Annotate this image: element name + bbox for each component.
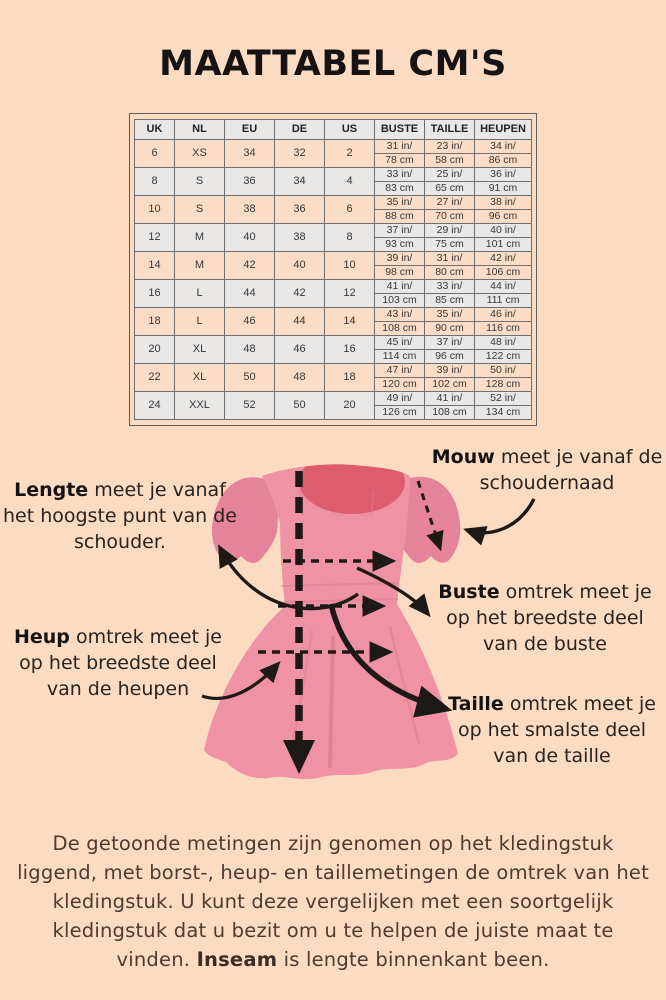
measure-cm-cell: 98 cm xyxy=(375,266,425,280)
measure-in-cell: 31 in/ xyxy=(375,140,425,154)
measure-cm-cell: 75 cm xyxy=(425,238,475,252)
measure-cm-cell: 91 cm xyxy=(475,182,532,196)
measure-in-cell: 42 in/ xyxy=(475,252,532,266)
size-cell: 22 xyxy=(135,364,175,392)
size-cell: XL xyxy=(175,364,225,392)
taille-text: omtrek meet je op het smalste deel van de taille xyxy=(457,693,656,768)
column-header: US xyxy=(325,120,375,140)
column-header: HEUPEN xyxy=(475,120,532,140)
size-cell: 14 xyxy=(135,252,175,280)
size-cell: 32 xyxy=(275,140,325,168)
measure-cm-cell: 70 cm xyxy=(425,210,475,224)
size-table-header-row xyxy=(135,120,532,140)
measure-in-cell: 41 in/ xyxy=(425,392,475,406)
measure-cm-cell: 126 cm xyxy=(375,406,425,420)
measure-in-cell: 48 in/ xyxy=(475,336,532,350)
measure-in-cell: 41 in/ xyxy=(375,280,425,294)
size-cell: 40 xyxy=(225,224,275,252)
size-cell: 52 xyxy=(225,392,275,420)
measure-cm-cell: 93 cm xyxy=(375,238,425,252)
size-cell: 34 xyxy=(225,140,275,168)
size-cell: 48 xyxy=(275,364,325,392)
heup-text: omtrek meet je op het breedste deel van de heupen xyxy=(19,626,222,701)
heup-label: Heup xyxy=(13,626,70,648)
size-cell: 46 xyxy=(225,308,275,336)
mouw-note xyxy=(430,444,664,496)
measure-cm-cell: 90 cm xyxy=(425,322,475,336)
measure-cm-cell: 101 cm xyxy=(475,238,532,252)
measure-cm-cell: 86 cm xyxy=(475,154,532,168)
size-cell: 8 xyxy=(325,224,375,252)
taille-note xyxy=(438,691,666,770)
measure-in-cell: 38 in/ xyxy=(475,196,532,210)
measure-cm-cell: 102 cm xyxy=(425,378,475,392)
measure-cm-cell: 106 cm xyxy=(475,266,532,280)
lengte-note xyxy=(2,477,238,556)
size-cell: 44 xyxy=(275,308,325,336)
measure-cm-cell: 88 cm xyxy=(375,210,425,224)
size-cell: 42 xyxy=(275,280,325,308)
size-cell: 12 xyxy=(325,280,375,308)
size-cell: 46 xyxy=(275,336,325,364)
measure-in-cell: 33 in/ xyxy=(425,280,475,294)
table-row xyxy=(135,140,532,154)
size-cell: 40 xyxy=(275,252,325,280)
size-cell: 2 xyxy=(325,140,375,168)
measure-in-cell: 35 in/ xyxy=(425,308,475,322)
measure-cm-cell: 120 cm xyxy=(375,378,425,392)
size-cell: 18 xyxy=(135,308,175,336)
size-cell: 10 xyxy=(135,196,175,224)
measure-in-cell: 35 in/ xyxy=(375,196,425,210)
measurement-diagram xyxy=(0,428,666,813)
measure-cm-cell: 111 cm xyxy=(475,294,532,308)
size-cell: 48 xyxy=(225,336,275,364)
measure-in-cell: 39 in/ xyxy=(425,364,475,378)
measure-cm-cell: 103 cm xyxy=(375,294,425,308)
measure-cm-cell: 114 cm xyxy=(375,350,425,364)
measure-cm-cell: 80 cm xyxy=(425,266,475,280)
size-table xyxy=(134,119,532,420)
measure-cm-cell: 78 cm xyxy=(375,154,425,168)
lengte-label: Lengte xyxy=(14,479,89,501)
measure-in-cell: 29 in/ xyxy=(425,224,475,238)
neckline xyxy=(299,450,405,514)
footer-inseam-label: Inseam xyxy=(196,948,278,972)
measurement-explanation xyxy=(17,829,649,974)
measure-cm-cell: 85 cm xyxy=(425,294,475,308)
measure-cm-cell: 122 cm xyxy=(475,350,532,364)
measure-in-cell: 43 in/ xyxy=(375,308,425,322)
measure-cm-cell: 128 cm xyxy=(475,378,532,392)
measure-cm-cell: 108 cm xyxy=(425,406,475,420)
size-cell: 12 xyxy=(135,224,175,252)
measure-in-cell: 46 in/ xyxy=(475,308,532,322)
measure-cm-cell: 108 cm xyxy=(375,322,425,336)
column-header: TAILLE xyxy=(425,120,475,140)
size-cell: 4 xyxy=(325,168,375,196)
size-cell: 8 xyxy=(135,168,175,196)
table-row xyxy=(135,364,532,378)
size-cell: 20 xyxy=(325,392,375,420)
table-row xyxy=(135,336,532,350)
table-row xyxy=(135,308,532,322)
size-cell: 16 xyxy=(135,280,175,308)
measure-in-cell: 49 in/ xyxy=(375,392,425,406)
column-header: UK xyxy=(135,120,175,140)
size-cell: S xyxy=(175,196,225,224)
measure-in-cell: 23 in/ xyxy=(425,140,475,154)
measure-in-cell: 25 in/ xyxy=(425,168,475,182)
size-cell: 34 xyxy=(275,168,325,196)
mouw-text: meet je vanaf de schoudernaad xyxy=(479,446,663,495)
column-header: BUSTE xyxy=(375,120,425,140)
size-cell: 14 xyxy=(325,308,375,336)
size-cell: 42 xyxy=(225,252,275,280)
measure-in-cell: 27 in/ xyxy=(425,196,475,210)
table-row xyxy=(135,224,532,238)
size-cell: 18 xyxy=(325,364,375,392)
buste-note xyxy=(428,579,662,658)
size-cell: L xyxy=(175,308,225,336)
size-cell: 36 xyxy=(225,168,275,196)
mouw-arrow xyxy=(467,499,534,533)
size-cell: M xyxy=(175,252,225,280)
measure-in-cell: 33 in/ xyxy=(375,168,425,182)
column-header: EU xyxy=(225,120,275,140)
column-header: NL xyxy=(175,120,225,140)
size-table-body xyxy=(135,140,532,420)
size-table-frame xyxy=(129,113,537,426)
measure-in-cell: 39 in/ xyxy=(375,252,425,266)
measure-in-cell: 52 in/ xyxy=(475,392,532,406)
table-row xyxy=(135,392,532,406)
size-cell: 38 xyxy=(275,224,325,252)
column-header: DE xyxy=(275,120,325,140)
measure-in-cell: 40 in/ xyxy=(475,224,532,238)
measure-in-cell: 34 in/ xyxy=(475,140,532,154)
footer-text-before: De getoonde metingen zijn genomen op het kledingstuk liggend, met borst-, heup- en taillemetingen de omtrek van het kledingstuk. U kunt deze vergelijken met een soortgelijk kledingstuk dat u bezit om u te helpen de juiste maat te vinden. xyxy=(17,832,649,972)
size-cell: 24 xyxy=(135,392,175,420)
size-cell: 44 xyxy=(225,280,275,308)
table-row xyxy=(135,196,532,210)
measure-cm-cell: 116 cm xyxy=(475,322,532,336)
measure-in-cell: 47 in/ xyxy=(375,364,425,378)
measure-in-cell: 31 in/ xyxy=(425,252,475,266)
measure-cm-cell: 96 cm xyxy=(475,210,532,224)
size-cell: XS xyxy=(175,140,225,168)
mouw-label: Mouw xyxy=(431,446,495,468)
table-row xyxy=(135,280,532,294)
size-cell: 50 xyxy=(225,364,275,392)
buste-label: Buste xyxy=(438,581,500,603)
measure-cm-cell: 83 cm xyxy=(375,182,425,196)
size-cell: 6 xyxy=(325,196,375,224)
size-cell: M xyxy=(175,224,225,252)
measure-in-cell: 36 in/ xyxy=(475,168,532,182)
measure-in-cell: 37 in/ xyxy=(375,224,425,238)
heup-note xyxy=(6,624,230,703)
size-cell: 6 xyxy=(135,140,175,168)
size-cell: 20 xyxy=(135,336,175,364)
page-title: MAATTABEL CM'S xyxy=(159,44,507,84)
size-cell: XL xyxy=(175,336,225,364)
lengte-text: meet je vanaf het hoogste punt van de schouder. xyxy=(2,479,237,554)
measure-cm-cell: 65 cm xyxy=(425,182,475,196)
measure-in-cell: 45 in/ xyxy=(375,336,425,350)
size-cell: 36 xyxy=(275,196,325,224)
measure-cm-cell: 58 cm xyxy=(425,154,475,168)
measure-cm-cell: 134 cm xyxy=(475,406,532,420)
size-cell: 10 xyxy=(325,252,375,280)
table-row xyxy=(135,252,532,266)
measure-cm-cell: 96 cm xyxy=(425,350,475,364)
table-row xyxy=(135,168,532,182)
size-cell: XXL xyxy=(175,392,225,420)
measure-in-cell: 37 in/ xyxy=(425,336,475,350)
size-cell: 50 xyxy=(275,392,325,420)
size-cell: 16 xyxy=(325,336,375,364)
size-cell: 38 xyxy=(225,196,275,224)
footer-text-after: is lengte binnenkant been. xyxy=(277,948,550,972)
size-cell: S xyxy=(175,168,225,196)
taille-label: Taille xyxy=(448,693,504,715)
buste-text: omtrek meet je op het breedste deel van de buste xyxy=(446,581,652,656)
measure-in-cell: 50 in/ xyxy=(475,364,532,378)
size-cell: L xyxy=(175,280,225,308)
measure-in-cell: 44 in/ xyxy=(475,280,532,294)
